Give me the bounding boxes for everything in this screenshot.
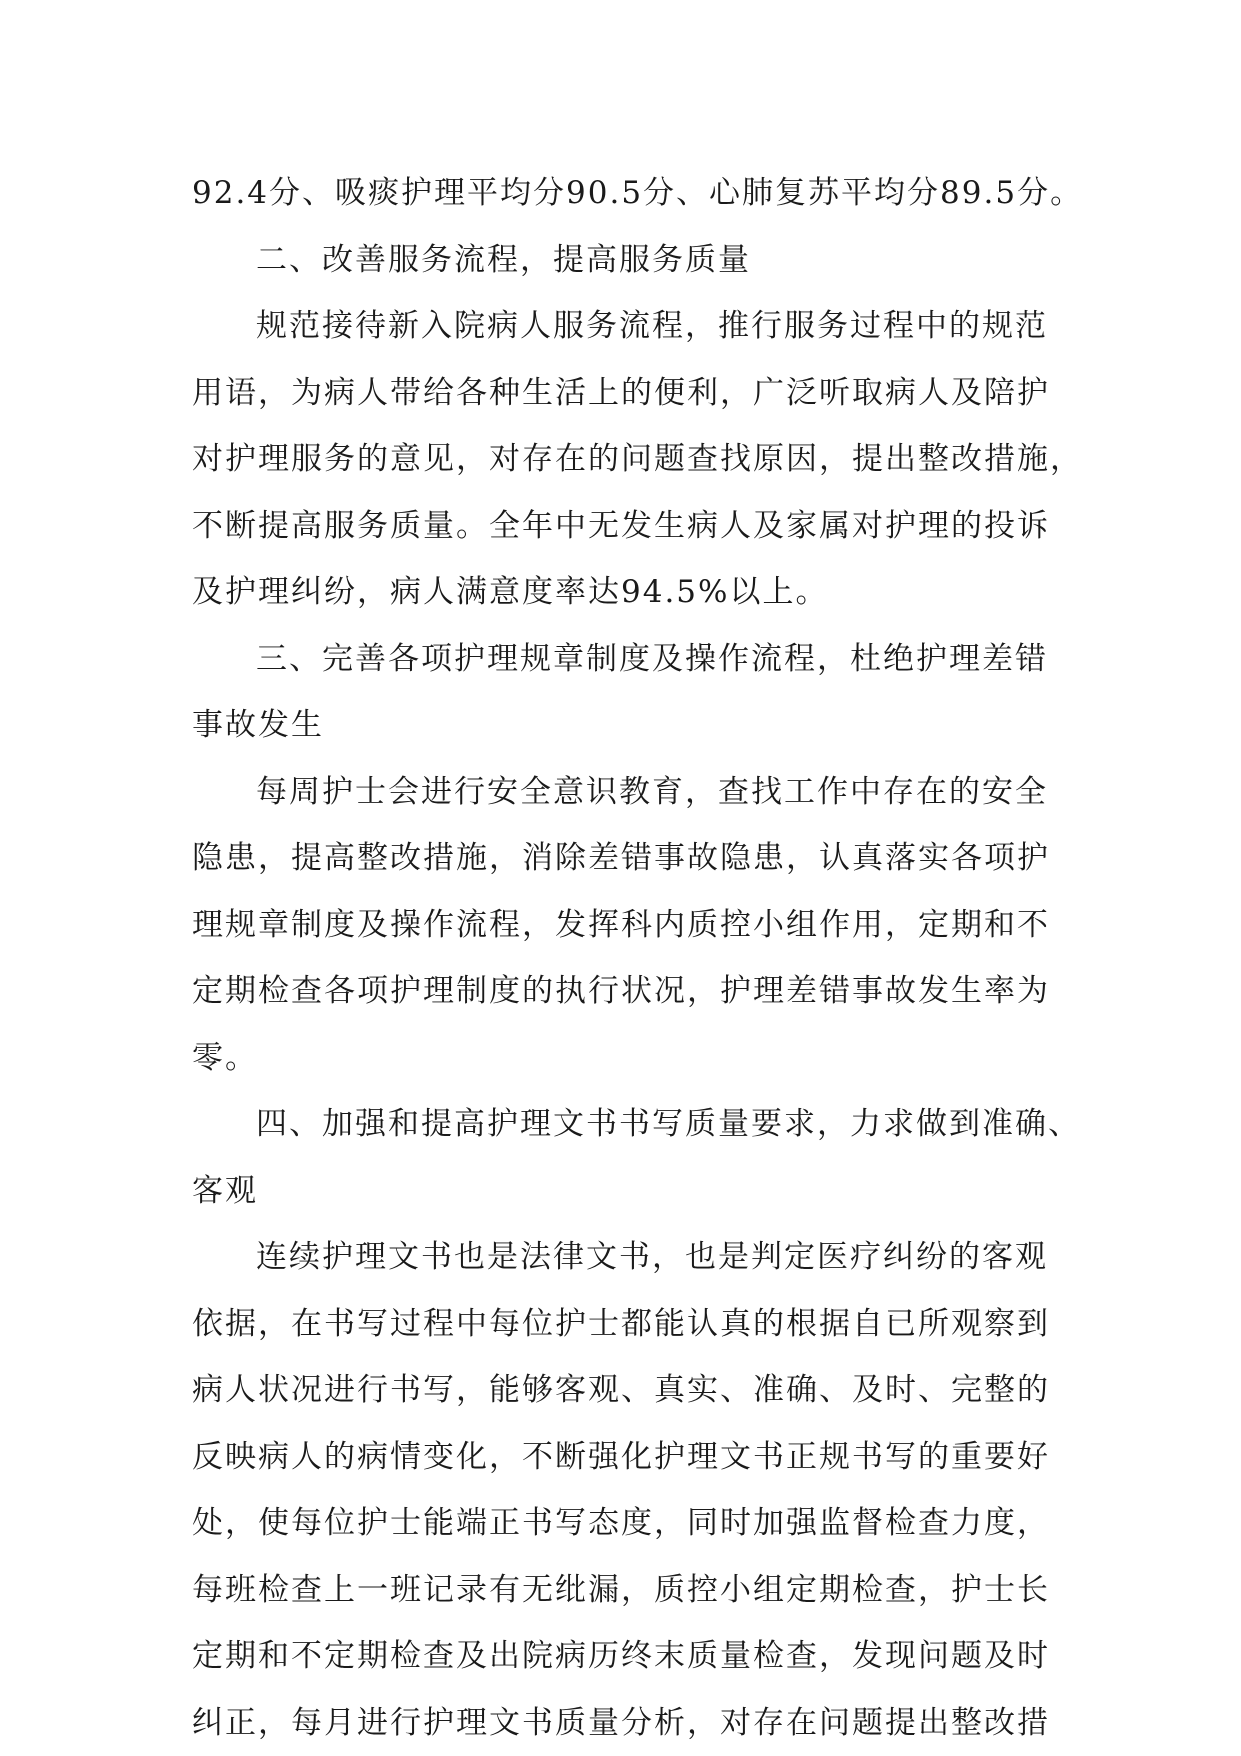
text-line: 事故发生	[192, 692, 1052, 759]
text-line: 病人状况进行书写，能够客观、真实、准确、及时、完整的	[192, 1357, 1052, 1424]
section-heading-3: 三、完善各项护理规章制度及操作流程，杜绝护理差错	[192, 626, 1052, 693]
text-line: 处，使每位护士能端正书写态度，同时加强监督检查力度，	[192, 1490, 1052, 1557]
text-line: 反映病人的病情变化，不断强化护理文书正规书写的重要好	[192, 1424, 1052, 1491]
text-line: 每周护士会进行安全意识教育，查找工作中存在的安全	[192, 759, 1052, 826]
text-line: 依据，在书写过程中每位护士都能认真的根据自已所观察到	[192, 1291, 1052, 1358]
text-line: 纠正，每月进行护理文书质量分析，对存在问题提出整改措	[192, 1690, 1052, 1756]
text-line: 定期检查各项护理制度的执行状况，护理差错事故发生率为	[192, 958, 1052, 1025]
text-line: 零。	[192, 1025, 1052, 1092]
text-line: 用语，为病人带给各种生活上的便利，广泛听取病人及陪护	[192, 360, 1052, 427]
text-line: 对护理服务的意见，对存在的问题查找原因，提出整改措施，	[192, 426, 1052, 493]
text-line: 不断提高服务质量。全年中无发生病人及家属对护理的投诉	[192, 493, 1052, 560]
section-heading-2: 二、改善服务流程，提高服务质量	[192, 227, 1052, 294]
document-body	[192, 160, 1052, 1756]
text-line: 及护理纠纷，病人满意度率达94.5%以上。	[192, 559, 1052, 626]
text-line: 连续护理文书也是法律文书，也是判定医疗纠纷的客观	[192, 1224, 1052, 1291]
text-line: 理规章制度及操作流程，发挥科内质控小组作用，定期和不	[192, 892, 1052, 959]
text-line: 客观	[192, 1158, 1052, 1225]
text-line: 每班检查上一班记录有无纰漏，质控小组定期检查，护士长	[192, 1557, 1052, 1624]
text-line: 92.4分、吸痰护理平均分90.5分、心肺复苏平均分89.5分。	[192, 160, 1052, 227]
section-heading-4: 四、加强和提高护理文书书写质量要求，力求做到准确、	[192, 1091, 1052, 1158]
text-line: 隐患，提高整改措施，消除差错事故隐患，认真落实各项护	[192, 825, 1052, 892]
text-line: 定期和不定期检查及出院病历终末质量检查，发现问题及时	[192, 1623, 1052, 1690]
text-line: 规范接待新入院病人服务流程，推行服务过程中的规范	[192, 293, 1052, 360]
